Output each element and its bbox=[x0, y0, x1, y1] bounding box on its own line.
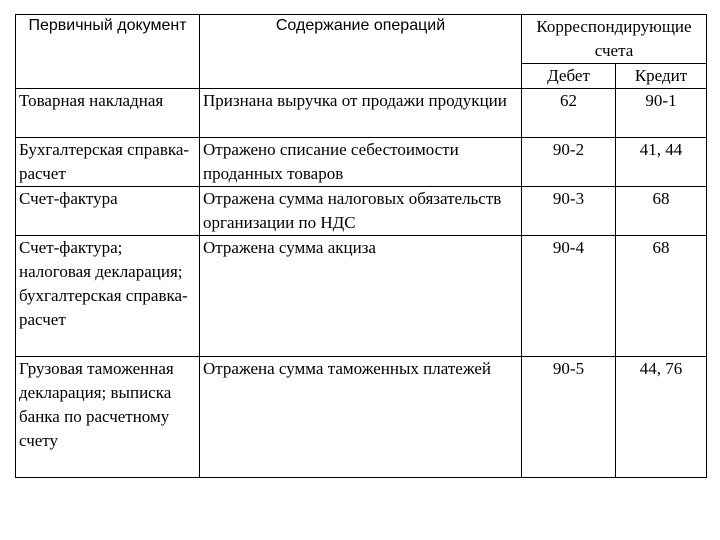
header-row bbox=[16, 15, 707, 64]
header-credit: Кредит bbox=[616, 64, 707, 89]
header-operation-content: Содержание операций bbox=[200, 15, 522, 89]
header-primary-document: Первичный документ bbox=[16, 15, 200, 89]
cell-credit: 41, 44 bbox=[616, 138, 707, 187]
cell-content: Отражена сумма таможенных платежей bbox=[200, 357, 522, 478]
table-row bbox=[16, 357, 707, 478]
table-row bbox=[16, 89, 707, 138]
cell-debit: 90-3 bbox=[522, 187, 616, 236]
table-row bbox=[16, 138, 707, 187]
cell-content: Отражена сумма налоговых обязательств организации по НДС bbox=[200, 187, 522, 236]
table-row bbox=[16, 187, 707, 236]
cell-document: Бухгалтерская справка-расчет bbox=[16, 138, 200, 187]
table-row bbox=[16, 236, 707, 357]
cell-content: Отражена сумма акциза bbox=[200, 236, 522, 357]
cell-debit: 90-2 bbox=[522, 138, 616, 187]
cell-debit: 90-4 bbox=[522, 236, 616, 357]
cell-credit: 90-1 bbox=[616, 89, 707, 138]
cell-credit: 68 bbox=[616, 187, 707, 236]
header-debit: Дебет bbox=[522, 64, 616, 89]
cell-document: Грузовая таможенная декларация; выписка банка по расчетному счету bbox=[16, 357, 200, 478]
operations-table bbox=[15, 14, 707, 478]
cell-document: Счет-фактура bbox=[16, 187, 200, 236]
cell-document: Товарная накладная bbox=[16, 89, 200, 138]
cell-content: Отражено списание себестоимости проданных товаров bbox=[200, 138, 522, 187]
cell-credit: 44, 76 bbox=[616, 357, 707, 478]
header-corresponding-accounts: Корреспондирующие счета bbox=[522, 15, 707, 64]
cell-document: Счет-фактура; налоговая декларация; бухгалтерская справка-расчет bbox=[16, 236, 200, 357]
cell-debit: 62 bbox=[522, 89, 616, 138]
cell-credit: 68 bbox=[616, 236, 707, 357]
cell-debit: 90-5 bbox=[522, 357, 616, 478]
cell-content: Признана выручка от продажи продукции bbox=[200, 89, 522, 138]
